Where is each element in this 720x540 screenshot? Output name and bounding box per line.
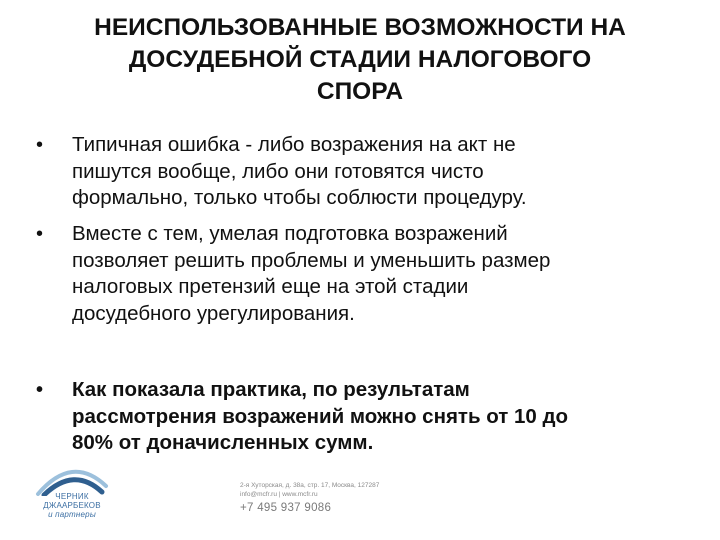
bullet-line: Типичная ошибка - либо возражения на акт не [72,133,516,156]
bullet-marker: • [36,134,44,156]
company-logo [26,460,126,538]
logo-line: ДЖААРБЕКОВ [43,501,101,510]
bullet-marker: • [36,379,44,401]
slide-title [40,12,680,108]
bullet-line: досудебного урегулирования. [72,301,355,325]
title-line: СПОРА [316,78,404,105]
contact-info [240,481,379,499]
bullet-line: Вместе с тем, умелая подготовка возражений [72,222,508,245]
bullet-item [0,221,590,327]
bullet-line: позволяет решить проблемы и уменьшить размер [72,248,551,272]
bullet-line: пишутся вообще, либо они готовятся чисто [72,159,484,183]
title-line: НЕИСПОЛЬЗОВАННЫЕ ВОЗМОЖНОСТИ НА [94,14,626,41]
email-web-link[interactable]: info@mcfr.ru | www.mcfr.ru [240,491,318,498]
bullet-line: рассмотрения возражений можно снять от 10 до [72,404,569,428]
bullet-item-highlight [0,377,608,457]
logo-wordmark [26,492,118,519]
bullet-marker: • [36,223,44,245]
arc-logo-icon [32,462,112,496]
phone-number: +7 495 937 9086 [240,502,332,514]
bullet-item [0,132,567,212]
title-line: ДОСУДЕБНОЙ СТАДИИ НАЛОГОВОГО [128,46,592,73]
bullet-line: формально, только чтобы соблюсти процедуру. [72,186,527,209]
logo-line: ЧЕРНИК [55,492,89,501]
bullet-line: 80% от доначисленных сумм. [72,431,374,454]
logo-line: и партнеры [48,510,96,519]
address-text: 2-я Хуторская, д. 38а, стр. 17, Москва, 127287 [240,482,380,489]
bullet-line: Как показала практика, по результатам [72,378,470,401]
bullet-line: налоговых претензий еще на этой стадии [72,275,469,298]
